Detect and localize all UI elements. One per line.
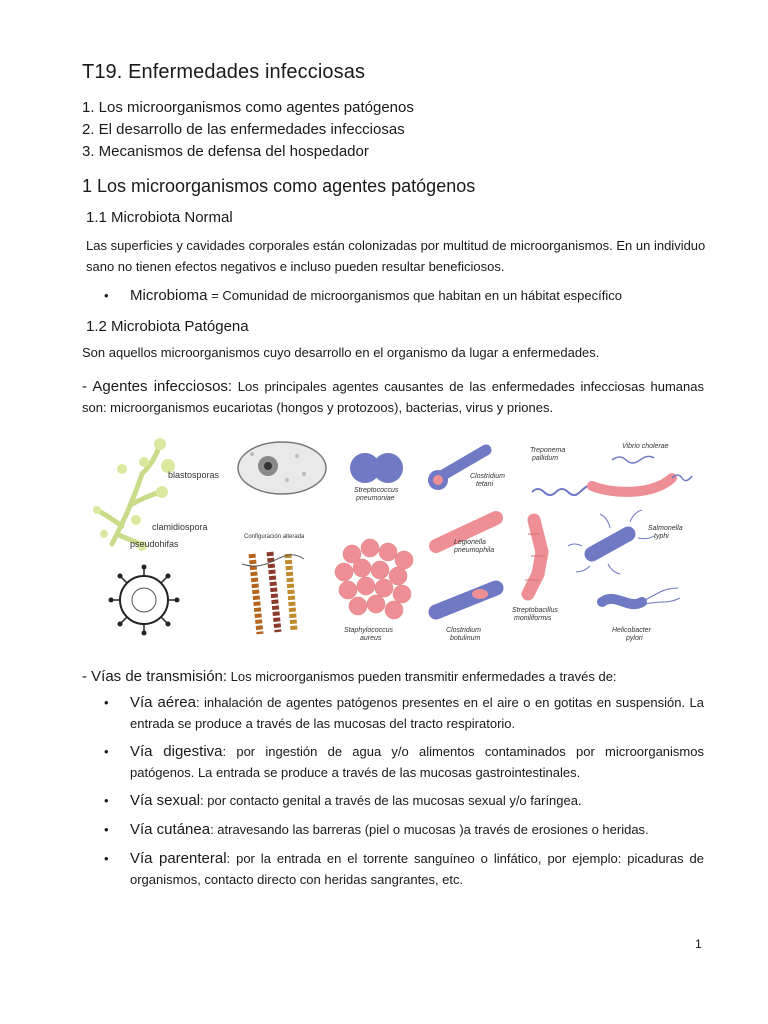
- label-helicobacter: Helicobacter: [612, 627, 651, 634]
- bullet-microbioma: [104, 285, 704, 306]
- text-via-aerea: : inhalación de agentes patógenos presentes en el aire o en gotitas en suspensión. La entrada se produce a través de las mucosas del tracto respiratorio.: [130, 695, 705, 731]
- document-title: T19. Enfermedades infecciosas: [82, 61, 366, 83]
- fungi-illustration: [93, 438, 220, 551]
- list-item-via-aerea: [104, 692, 704, 734]
- label-treponema: Treponema: [530, 447, 566, 454]
- term-vias-transmision: - Vías de transmisión:: [82, 668, 228, 685]
- text-via-parenteral: : por la entrada en el torrente sanguíneo o linfático, por ejemplo: picaduras de organismos, contacto directo con heridas sangrantes, etc.: [130, 851, 704, 887]
- helicobacter-illustration: [602, 588, 680, 642]
- subsection-heading-microbiota-normal: 1.1 Microbiota Normal: [86, 209, 233, 226]
- microorganisms-figure: [82, 434, 702, 646]
- label-vibrio: Vibrio cholerae: [622, 443, 669, 450]
- prion-illustration: [242, 534, 305, 634]
- page-number: 1: [695, 937, 702, 951]
- toc-item: 2. El desarrollo de las enfermedades infecciosas: [82, 121, 405, 138]
- label-streptococcus: Streptococcus: [354, 487, 399, 494]
- virus-illustration: [109, 565, 180, 636]
- paragraph-agentes-infecciosos: [82, 376, 704, 418]
- bullet-dot: •: [104, 744, 109, 759]
- term-via-sexual: Vía sexual: [130, 792, 201, 809]
- text-via-cutanea: : atravesando las barreras (piel o mucosas )a través de erosiones o heridas.: [210, 822, 649, 837]
- term-agentes-infecciosos: - Agentes infecciosos:: [82, 378, 233, 395]
- label-clamidiospora: clamidiospora: [152, 522, 208, 532]
- vibrio-illustration: [592, 443, 692, 492]
- bullet-dot: •: [104, 822, 109, 837]
- legionella-illustration: [436, 518, 496, 554]
- label-blastosporas: blastosporas: [168, 470, 220, 480]
- bullet-dot: •: [104, 695, 109, 710]
- toc-item: 1. Los microorganismos como agentes patógenos: [82, 99, 414, 116]
- clostridium-botulinum-illustration: [436, 588, 496, 642]
- treponema-illustration: [530, 447, 592, 495]
- list-item-via-parenteral: [104, 848, 704, 890]
- bullet-dot: •: [104, 288, 109, 303]
- term-via-parenteral: Vía parenteral: [130, 850, 227, 867]
- label-moniliformis: moniliformis: [514, 615, 552, 622]
- label-salmonella: Salmonella: [648, 525, 683, 532]
- label-streptobacillus: Streptobacillus: [512, 607, 558, 614]
- list-item-via-sexual: [104, 790, 704, 811]
- paragraph-microbiota-normal: Las superficies y cavidades corporales están colonizadas por multitud de microorganismos. En un individuo sano no tienen efectos negativos e incluso pueden resultar beneficiosos.: [86, 238, 706, 274]
- label-clostridium-botulinum-1: Clostridium: [446, 627, 482, 634]
- bullet-dot: •: [104, 851, 109, 866]
- label-aureus: aureus: [360, 635, 382, 642]
- definition-microbioma: = Comunidad de microorganismos que habitan en un hábitat específico: [207, 288, 622, 303]
- label-pylori: pylori: [626, 635, 643, 642]
- label-configuracion: Configuración alterada: [244, 534, 305, 540]
- label-pneumoniae: pneumoniae: [356, 495, 395, 502]
- term-via-digestiva: Vía digestiva: [130, 743, 223, 760]
- text-agentes-infecciosos: Los principales agentes causantes de las enfermedades infecciosas humanas son: microorganismos eucariotas (hongos y protozoos), bacterias, virus y priones.: [82, 379, 704, 415]
- label-pneumophila: pneumophila: [454, 547, 495, 554]
- streptobacillus-illustration: [512, 520, 558, 622]
- bullet-dot: •: [104, 793, 109, 808]
- text-via-sexual: : por contacto genital a través de las mucosas sexual y/o faríngea.: [200, 793, 582, 808]
- section-heading: 1 Los microorganismos como agentes patógenos: [82, 176, 476, 196]
- salmonella-illustration: [568, 510, 683, 574]
- label-clostridium-tetani-1: Clostridium: [470, 473, 506, 480]
- text-via-digestiva: : por ingestión de agua y/o alimentos contaminados por microorganismos patógenos. La entrada se produce a través de las mucosas gastrointestinales.: [130, 744, 704, 780]
- text-vias-transmision: Los microorganismos pueden transmitir enfermedades a través de:: [227, 669, 617, 684]
- clostridium-tetani-illustration: [428, 450, 505, 490]
- paragraph-vias-transmision: [82, 666, 704, 687]
- label-pallidum: pallidum: [532, 455, 559, 462]
- subsection-heading-microbiota-patogena: 1.2 Microbiota Patógena: [86, 318, 249, 335]
- label-staphylococcus: Staphylococcus: [344, 627, 394, 634]
- term-via-cutanea: Vía cutánea: [130, 821, 211, 838]
- table-of-contents: [82, 97, 414, 163]
- term-microbioma: Microbioma: [130, 287, 208, 304]
- list-item-via-digestiva: [104, 741, 704, 783]
- label-typhi: typhi: [654, 533, 669, 540]
- label-clostridium-botulinum-2: botulinum: [450, 635, 481, 642]
- staphylococcus-illustration: [335, 539, 413, 619]
- label-pseudohifas: pseudohifas: [130, 539, 179, 549]
- protozoo-illustration: [238, 442, 326, 494]
- toc-item: 3. Mecanismos de defensa del hospedador: [82, 143, 369, 160]
- label-clostridium-tetani-2: tetani: [476, 481, 494, 488]
- list-item-via-cutanea: [104, 819, 704, 840]
- paragraph-microbiota-patogena: Son aquellos microorganismos cuyo desarrollo en el organismo da lugar a enfermedades.: [82, 345, 600, 360]
- streptococcus-illustration: [350, 453, 403, 502]
- term-via-aerea: Vía aérea: [130, 694, 196, 711]
- label-legionella: Legionella: [454, 539, 486, 546]
